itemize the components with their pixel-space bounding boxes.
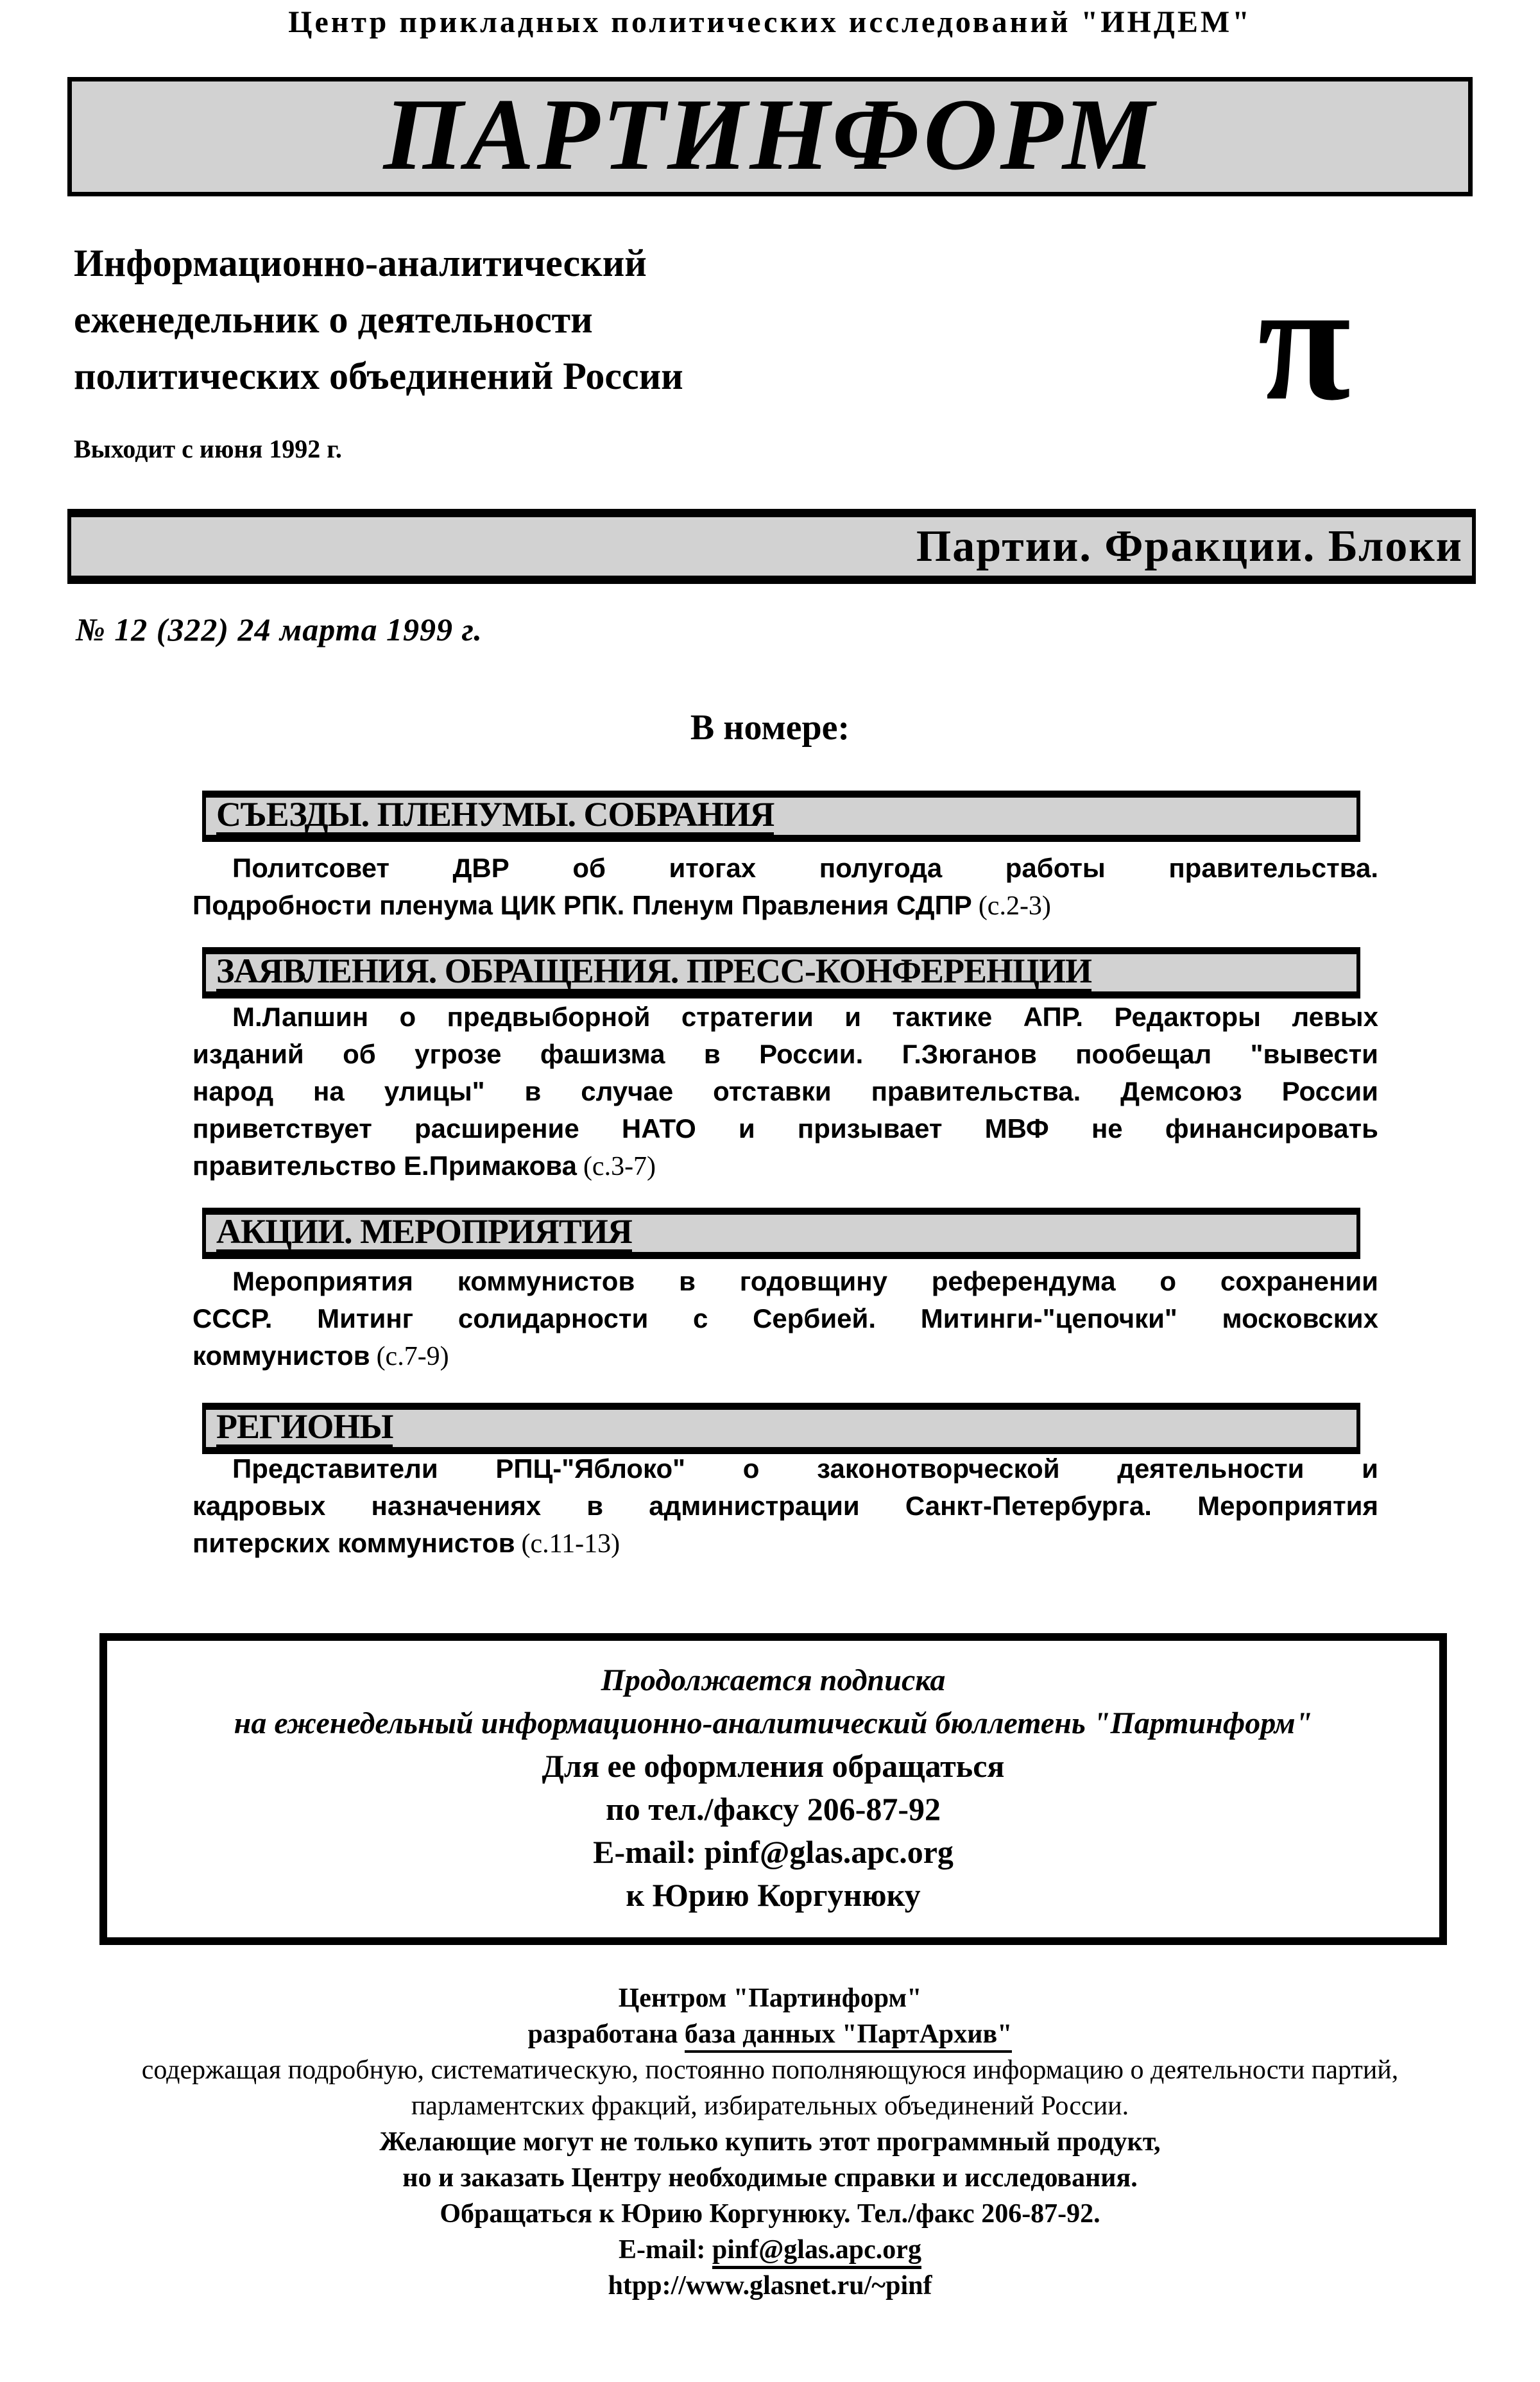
page-reference: (с.3-7): [583, 1152, 656, 1181]
subscription-line: Для ее оформления обращаться: [542, 1748, 1005, 1784]
summary-line: народ на улицы" в случае отставки правительства. Демсоюз России: [193, 1076, 1378, 1106]
section-header-box-statements: [202, 947, 1360, 998]
footer-line: парламентских фракций, избирательных объединений России.: [411, 2091, 1129, 2121]
description-line: еженедельник о деятельности: [74, 298, 593, 341]
section-header-box-congresses: [202, 791, 1360, 842]
issue-date-line: № 12 (322) 24 марта 1999 г.: [76, 612, 483, 647]
section-summary-congresses: [193, 850, 1378, 925]
summary-line: СССР. Митинг солидарности с Сербией. Митинги-"цепочки" московских: [193, 1303, 1378, 1333]
email-label: E-mail:: [619, 2235, 712, 2265]
footer-url-line: htpp://www.glasnet.ru/~pinf: [608, 2271, 932, 2301]
footer-line: [0, 2016, 1540, 2052]
summary-line: изданий об угрозе фашизма в России. Г.Зюганов пообещал "вывести: [193, 1039, 1378, 1069]
section-header: РЕГИОНЫ: [216, 1407, 393, 1446]
summary-text: коммунистов: [193, 1341, 370, 1371]
footer-line: Желающие могут не только купить этот программный продукт,: [379, 2127, 1161, 2157]
summary-text: питерских коммунистов: [193, 1528, 515, 1558]
section-header: СЪЕЗДЫ. ПЛЕНУМЫ. СОБРАНИЯ: [216, 794, 774, 834]
section-header: АКЦИИ. МЕРОПРИЯТИЯ: [216, 1212, 632, 1251]
subscription-contact-line: к Юрию Коргунюку: [626, 1877, 921, 1913]
page-reference: (с.2-3): [978, 891, 1051, 921]
published-since-line: Выходит с июня 1992 г.: [74, 434, 342, 463]
section-summary-actions: [193, 1263, 1378, 1375]
subscription-email-line: E-mail: pinf@glas.apc.org: [593, 1834, 954, 1870]
footer-email-line: [0, 2232, 1540, 2268]
email-address: pinf@glas.apc.org: [712, 2235, 921, 2269]
summary-line: М.Лапшин о предвыборной стратегии и тактике АПР. Редакторы левых: [232, 1002, 1378, 1032]
footer-text: разработана: [527, 2019, 685, 2049]
page-reference: (с.7-9): [376, 1342, 449, 1371]
footer-line: но и заказать Центру необходимые справки и исследования.: [402, 2163, 1138, 2193]
footer-line: содержащая подробную, систематическую, постоянно пополняющуюся информацию о деятельности партий,: [141, 2055, 1399, 2085]
section-summary-statements: [193, 998, 1378, 1185]
footer: [0, 1980, 1540, 2304]
subscription-box: [99, 1633, 1447, 1945]
summary-line: приветствует расширение НАТО и призывает МВФ не финансировать: [193, 1113, 1378, 1144]
footer-line: Центром "Партинформ": [618, 1984, 922, 2013]
masthead-box: [67, 77, 1473, 196]
pi-logo-icon: π: [1258, 248, 1351, 436]
org-header: Центр прикладных политических исследований "ИНДЕМ": [288, 5, 1252, 39]
footer-contact-line: Обращаться к Юрию Коргунюку. Тел./факс 206-87-92.: [440, 2199, 1100, 2229]
summary-line: [193, 1525, 1378, 1563]
parties-banner-box: [67, 509, 1476, 584]
section-summary-regions: [193, 1450, 1378, 1563]
summary-line: [193, 1147, 1378, 1185]
summary-text: Подробности пленума ЦИК РПК. Пленум Правления СДПР: [193, 890, 972, 920]
subscription-phone-line: по тел./факсу 206-87-92: [606, 1791, 941, 1827]
summary-line: кадровых назначениях в администрации Санкт-Петербурга. Мероприятия: [193, 1491, 1378, 1521]
summary-line: Мероприятия коммунистов в годовщину референдума о сохранении: [232, 1266, 1378, 1296]
parties-banner-label: Партии. Фракции. Блоки: [916, 521, 1463, 571]
section-header: ЗАЯВЛЕНИЯ. ОБРАЩЕНИЯ. ПРЕСС-КОНФЕРЕНЦИИ: [216, 951, 1092, 990]
subscription-line: на еженедельный информационно-аналитический бюллетень "Партинформ": [234, 1706, 1313, 1740]
summary-line: [193, 887, 1378, 925]
masthead-description: [74, 235, 972, 404]
section-header-box-actions: [202, 1208, 1360, 1259]
summary-line: Политсовет ДВР об итогах полугода работы правительства.: [232, 853, 1378, 883]
database-name-underlined: база данных "ПартАрхив": [685, 2019, 1013, 2053]
summary-line: [193, 1337, 1378, 1375]
summary-line: Представители РПЦ-"Яблоко" о законотворческой деятельности и: [232, 1453, 1378, 1484]
toc-title: В номере:: [690, 708, 850, 748]
page-reference: (с.11-13): [521, 1529, 620, 1559]
description-line: Информационно-аналитический: [74, 242, 647, 284]
subscription-line: Продолжается подписка: [601, 1663, 946, 1697]
section-header-box-regions: [202, 1403, 1360, 1454]
masthead-title: ПАРТИНФОРМ: [383, 77, 1157, 191]
summary-text: правительство Е.Примакова: [193, 1151, 577, 1181]
description-line: политических объединений России: [74, 355, 683, 397]
